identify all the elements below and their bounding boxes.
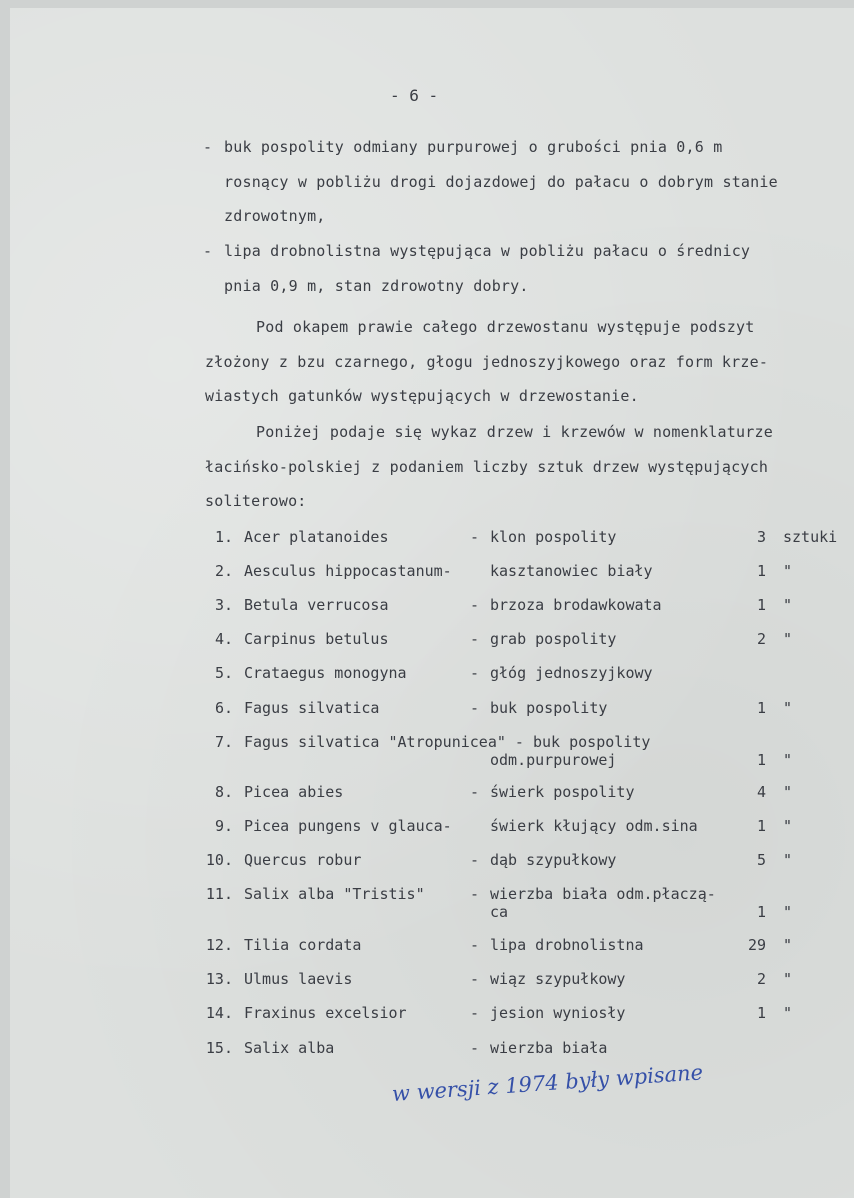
- para2-line3: soliterowo:: [205, 492, 307, 510]
- row-dash: -: [470, 528, 480, 546]
- table-row: [0, 596, 854, 620]
- polish-name: grab pospolity: [490, 630, 617, 648]
- quantity: 1: [757, 562, 767, 580]
- latin-name: Ulmus laevis: [244, 970, 353, 988]
- para1-line3: wiastych gatunków występujących w drzewostanie.: [205, 387, 639, 405]
- unit: ": [783, 751, 793, 769]
- row-number: 8.: [214, 783, 233, 801]
- row-dash: -: [470, 1039, 480, 1057]
- polish-name: wiąz szypułkowy: [490, 970, 626, 988]
- table-row: [0, 817, 854, 841]
- row-number: 1.: [214, 528, 233, 546]
- latin-name: Fagus silvatica "Atropunicea" - buk pospolity: [244, 733, 651, 751]
- polish-name: jesion wyniosły: [490, 1004, 626, 1022]
- bullet2-line2: pnia 0,9 m, stan zdrowotny dobry.: [224, 277, 529, 295]
- latin-name: Tilia cordata: [244, 936, 362, 954]
- bullet2-line1: lipa drobnolistna występująca w pobliżu pałacu o średnicy: [224, 242, 751, 260]
- bullet1-line3: zdrowotnym,: [224, 207, 326, 225]
- row-number: 3.: [214, 596, 233, 614]
- latin-name: Betula verrucosa: [244, 596, 389, 614]
- table-row: [0, 699, 854, 723]
- row-number: 4.: [214, 630, 233, 648]
- polish-name-continuation: odm.purpurowej: [490, 751, 617, 769]
- polish-name: głóg jednoszyjkowy: [490, 664, 653, 682]
- row-number: 10.: [205, 851, 233, 869]
- para1-line1: Pod okapem prawie całego drzewostanu występuje podszyt: [256, 318, 755, 336]
- quantity: 1: [757, 596, 767, 614]
- table-row: [0, 1039, 854, 1063]
- page-number: - 6 -: [390, 86, 439, 105]
- latin-name: Quercus robur: [244, 851, 362, 869]
- row-number: 12.: [205, 936, 233, 954]
- table-row: [0, 851, 854, 875]
- latin-name: Picea abies: [244, 783, 344, 801]
- polish-name-continuation: ca: [490, 903, 509, 921]
- latin-name: Salix alba: [244, 1039, 335, 1057]
- polish-name: wierzba biała: [490, 1039, 608, 1057]
- unit: ": [783, 851, 793, 869]
- quantity: 2: [757, 970, 767, 988]
- bullet1-line1: buk pospolity odmiany purpurowej o grubości pnia 0,6 m: [224, 138, 723, 156]
- latin-name: Salix alba "Tristis": [244, 885, 425, 903]
- para1-line2: złożony z bzu czarnego, głogu jednoszyjkowego oraz form krze-: [205, 353, 769, 371]
- polish-name: świerk kłujący odm.sina: [490, 817, 698, 835]
- quantity: 4: [757, 783, 767, 801]
- quantity: 1: [757, 751, 767, 769]
- unit: ": [783, 699, 793, 717]
- polish-name: lipa drobnolistna: [490, 936, 644, 954]
- polish-name: buk pospolity: [490, 699, 608, 717]
- row-number: 13.: [205, 970, 233, 988]
- unit: ": [783, 596, 793, 614]
- row-number: 11.: [205, 885, 233, 903]
- latin-name: Acer platanoides: [244, 528, 389, 546]
- table-row: [0, 783, 854, 807]
- row-dash: -: [470, 970, 480, 988]
- row-number: 5.: [214, 664, 233, 682]
- latin-name: Aesculus hippocastanum-: [244, 562, 452, 580]
- polish-name: świerk pospolity: [490, 783, 635, 801]
- quantity: 5: [757, 851, 767, 869]
- unit: ": [783, 562, 793, 580]
- table-row: [0, 664, 854, 688]
- quantity: 2: [757, 630, 767, 648]
- row-dash: -: [470, 783, 480, 801]
- latin-name: Picea pungens v glauca-: [244, 817, 452, 835]
- polish-name: kasztanowiec biały: [490, 562, 653, 580]
- para2-line1: Poniżej podaje się wykaz drzew i krzewów w nomenklaturze: [256, 423, 773, 441]
- unit: ": [783, 1004, 793, 1022]
- table-row: [0, 562, 854, 586]
- row-number: 2.: [214, 562, 233, 580]
- row-dash: -: [470, 885, 480, 903]
- unit: ": [783, 783, 793, 801]
- row-number: 6.: [214, 699, 233, 717]
- table-row: [0, 970, 854, 994]
- latin-name: Crataegus monogyna: [244, 664, 407, 682]
- row-dash: -: [470, 851, 480, 869]
- row-dash: -: [470, 664, 480, 682]
- para2-line2: łacińsko-polskiej z podaniem liczby sztuk drzew występujących: [205, 458, 769, 476]
- quantity: 1: [757, 1004, 767, 1022]
- row-number: 7.: [214, 733, 233, 751]
- polish-name: wierzba biała odm.płaczą-: [490, 885, 716, 903]
- quantity: 3: [757, 528, 767, 546]
- bullet-dash: -: [203, 138, 213, 156]
- unit: ": [783, 630, 793, 648]
- row-dash: -: [470, 596, 480, 614]
- unit: sztuki: [783, 528, 838, 546]
- table-row: [0, 936, 854, 960]
- latin-name: Fraxinus excelsior: [244, 1004, 407, 1022]
- row-number: 9.: [214, 817, 233, 835]
- row-dash: -: [470, 1004, 480, 1022]
- bullet1-line2: rosnący w pobliżu drogi dojazdowej do pałacu o dobrym stanie: [224, 173, 778, 191]
- unit: ": [783, 936, 793, 954]
- quantity: 29: [748, 936, 767, 954]
- polish-name: dąb szypułkowy: [490, 851, 617, 869]
- latin-name: Fagus silvatica: [244, 699, 380, 717]
- quantity: 1: [757, 699, 767, 717]
- row-number: 14.: [205, 1004, 233, 1022]
- row-dash: -: [470, 699, 480, 717]
- row-dash: -: [470, 936, 480, 954]
- page-edge-top: [0, 0, 854, 8]
- table-row-continuation: [0, 903, 854, 927]
- handwritten-note: w wersji z 1974 były wpisane: [391, 1060, 704, 1106]
- row-number: 15.: [205, 1039, 233, 1057]
- quantity: 1: [757, 903, 767, 921]
- unit: ": [783, 817, 793, 835]
- table-row: [0, 528, 854, 552]
- polish-name: brzoza brodawkowata: [490, 596, 662, 614]
- bullet-dash: -: [203, 242, 213, 260]
- quantity: 1: [757, 817, 767, 835]
- row-dash: -: [470, 630, 480, 648]
- unit: ": [783, 903, 793, 921]
- table-row: [0, 630, 854, 654]
- table-row-continuation: [0, 751, 854, 775]
- latin-name: Carpinus betulus: [244, 630, 389, 648]
- table-row: [0, 1004, 854, 1028]
- unit: ": [783, 970, 793, 988]
- polish-name: klon pospolity: [490, 528, 617, 546]
